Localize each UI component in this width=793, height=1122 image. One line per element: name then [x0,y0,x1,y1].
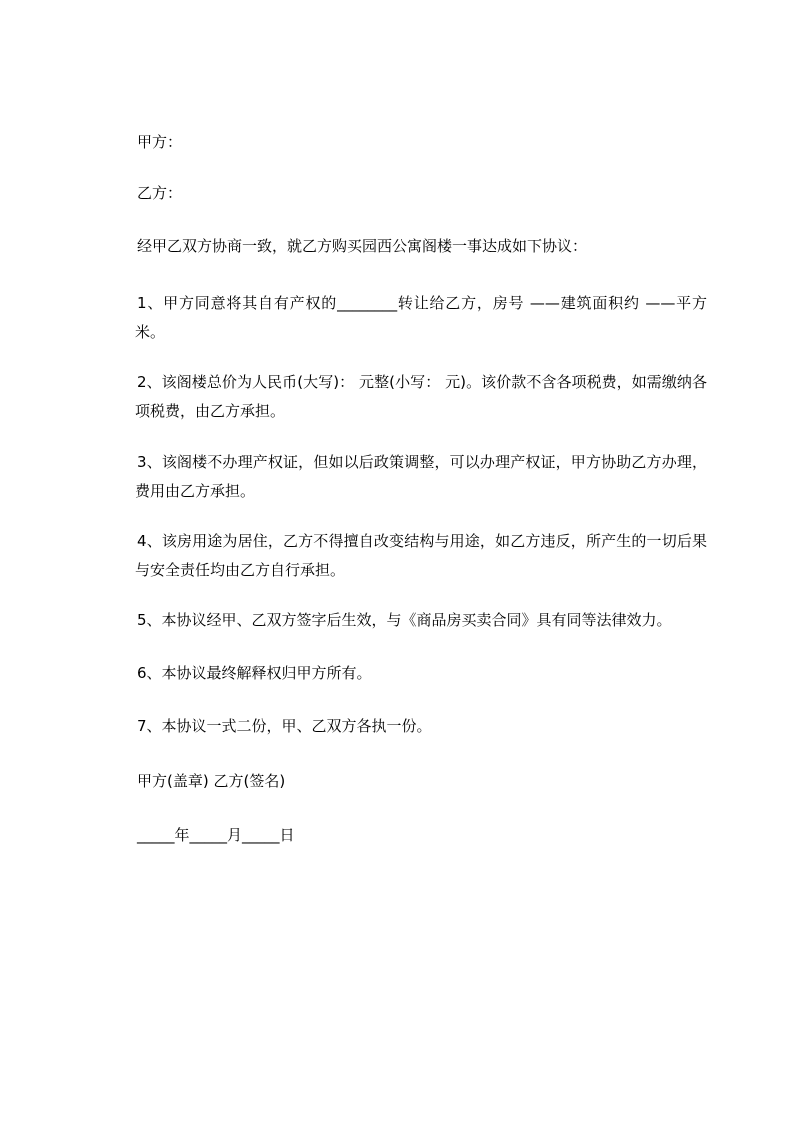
agreement-intro: 经甲乙双方协商一致，就乙方购买园西公寓阁楼一事达成如下协议： [137,237,588,255]
party-a-label: 甲方： [137,133,183,151]
party-b-label: 乙方： [137,184,183,202]
date-line: _____年_____月_____日 [137,826,295,844]
clause-1: 1、甲方同意将其自有产权的________转让给乙方，房号 ——建筑面积约 ——平方米。 [135,294,707,341]
clause-6: 6、本协议最终解释权归甲方所有。 [137,664,372,682]
clause-3: 3、该阁楼不办理产权证，但如以后政策调整，可以办理产权证，甲方协助乙方办理，费用由乙方承担。 [135,453,707,500]
clause-4: 4、该房用途为居住，乙方不得擅自改变结构与用途，如乙方违反，所产生的一切后果与安全责任均由乙方自行承担。 [135,532,707,579]
signature-line: 甲方(盖章) 乙方(签名) [137,772,286,790]
clause-5: 5、本协议经甲、乙双方签字后生效，与《商品房买卖合同》具有同等法律效力。 [137,611,672,629]
clause-2: 2、该阁楼总价为人民币(大写)： 元整(小写： 元)。该价款不含各项税费，如需缴纳各项税费，由乙方承担。 [135,373,707,420]
clause-7: 7、本协议一式二份，甲、乙双方各执一份。 [137,717,432,735]
